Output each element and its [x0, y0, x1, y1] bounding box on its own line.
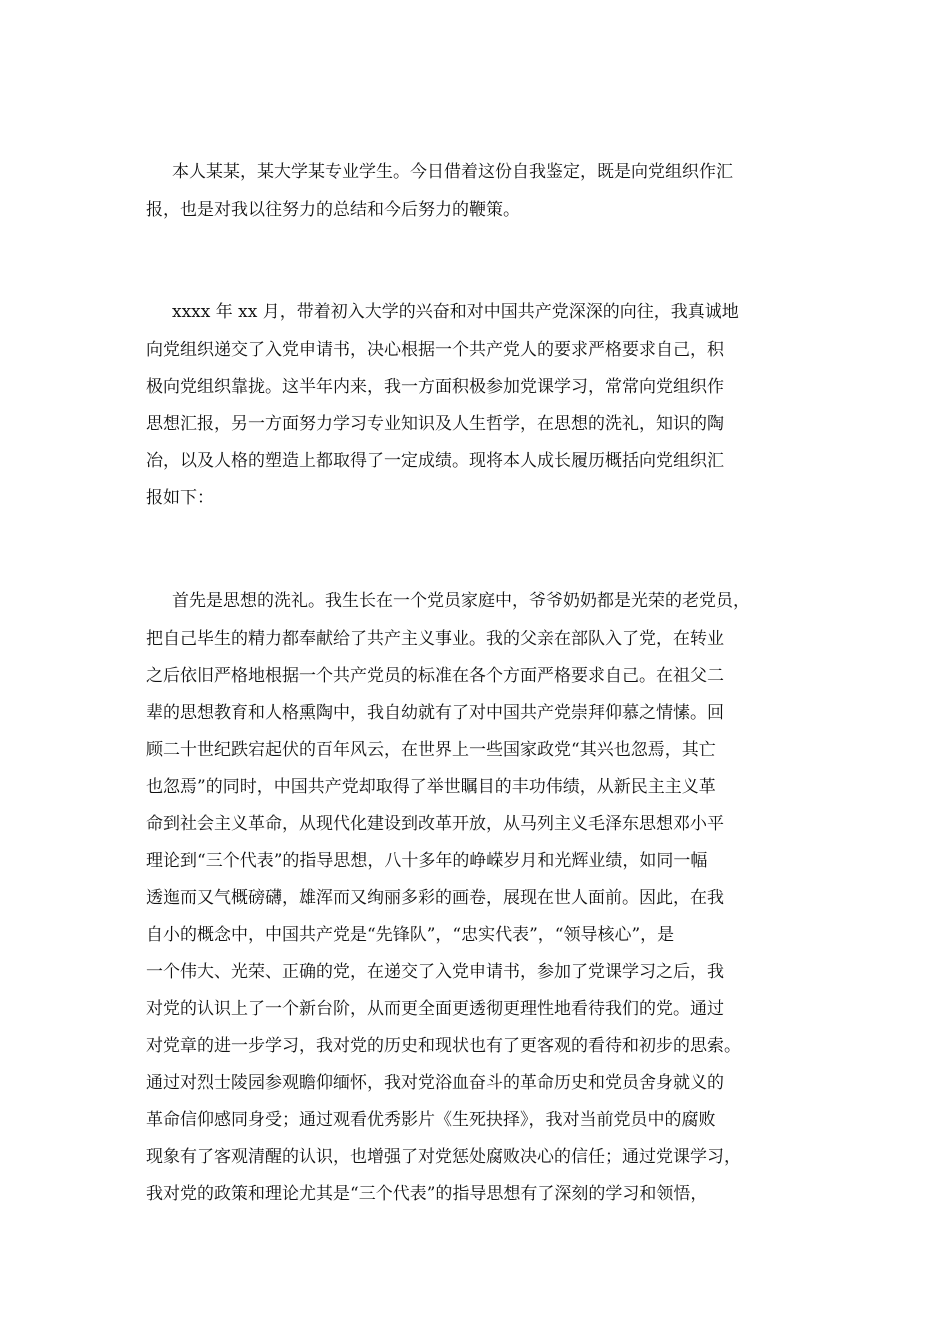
- paragraph-3-line-12: 对党的认识上了一个新台阶，从而更全面更透彻更理性地看待我们的党。通过: [146, 999, 724, 1019]
- paragraph-3-line-7: 命到社会主义革命，从现代化建设到改革开放，从马列主义毛泽东思想邓小平: [146, 814, 724, 834]
- paragraph-2-line-4: 思想汇报，另一方面努力学习专业知识及人生哲学，在思想的洗礼，知识的陶: [146, 414, 724, 434]
- paragraph-3-line-15: 革命信仰感同身受；通过观看优秀影片《生死抉择》，我对当前党员中的腐败: [146, 1110, 716, 1130]
- paragraph-3-line-13: 对党章的进一步学习，我对党的历史和现状也有了更客观的看待和初步的思索。: [146, 1036, 741, 1056]
- paragraph-3-line-14: 通过对烈士陵园参观瞻仰缅怀，我对党浴血奋斗的革命历史和党员舍身就义的: [146, 1073, 724, 1093]
- paragraph-2-line-3: 极向党组织靠拢。这半年内来，我一方面积极参加党课学习，常常向党组织作: [146, 377, 724, 397]
- paragraph-1-line-2: 报，也是对我以往努力的总结和今后努力的鞭策。: [146, 200, 520, 220]
- paragraph-3-line-6: 也忽焉”的同时，中国共产党却取得了举世瞩目的丰功伟绩，从新民主主义革: [146, 777, 716, 797]
- paragraph-2-line-1: xxxx 年 xx 月，带着初入大学的兴奋和对中国共产党深深的向往，我真诚地: [172, 302, 739, 322]
- paragraph-3-line-17: 我对党的政策和理论尤其是“三个代表”的指导思想有了深刻的学习和领悟，: [146, 1184, 708, 1204]
- paragraph-3-line-4: 辈的思想教育和人格熏陶中，我自幼就有了对中国共产党崇拜仰慕之情愫。回: [146, 703, 724, 723]
- paragraph-3-line-5: 顾二十世纪跌宕起伏的百年风云，在世界上一些国家政党“其兴也忽焉，其亡: [146, 740, 716, 760]
- paragraph-2-line-2: 向党组织递交了入党申请书，决心根据一个共产党人的要求严格要求自己，积: [146, 340, 724, 360]
- paragraph-2-line-5: 冶，以及人格的塑造上都取得了一定成绩。现将本人成长履历概括向党组织汇: [146, 451, 724, 471]
- paragraph-3-line-3: 之后依旧严格地根据一个共产党员的标准在各个方面严格要求自己。在祖父二: [146, 666, 724, 686]
- paragraph-1-line-1: 本人某某，某大学某专业学生。今日借着这份自我鉴定，既是向党组织作汇: [172, 162, 733, 182]
- paragraph-3-line-10: 自小的概念中，中国共产党是“先锋队”，“忠实代表”，“领导核心”，是: [146, 925, 675, 945]
- paragraph-3-line-9: 透迤而又气概磅礴，雄浑而又绚丽多彩的画卷，展现在世人面前。因此，在我: [146, 888, 724, 908]
- paragraph-3-line-11: 一个伟大、光荣、正确的党，在递交了入党申请书，参加了党课学习之后，我: [146, 962, 724, 982]
- paragraph-3-line-1: 首先是思想的洗礼。我生长在一个党员家庭中，爷爷奶奶都是光荣的老党员，: [172, 591, 750, 611]
- paragraph-3-line-2: 把自己毕生的精力都奉献给了共产主义事业。我的父亲在部队入了党，在转业: [146, 629, 724, 649]
- paragraph-3-line-16: 现象有了客观清醒的认识，也增强了对党惩处腐败决心的信任；通过党课学习，: [146, 1147, 741, 1167]
- paragraph-2-line-6: 报如下：: [146, 488, 214, 508]
- paragraph-3-line-8: 理论到“三个代表”的指导思想，八十多年的峥嵘岁月和光辉业绩，如同一幅: [146, 851, 708, 871]
